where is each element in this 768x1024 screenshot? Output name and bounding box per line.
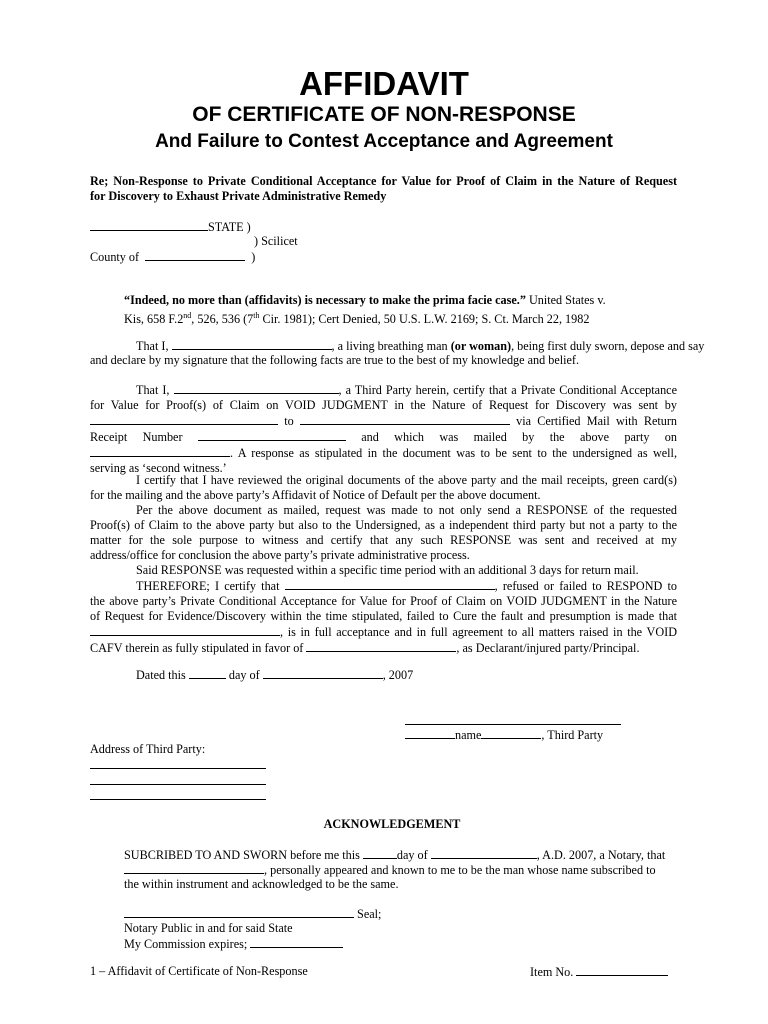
county-blank[interactable] [145,249,245,261]
para-5: Said RESPONSE was requested within a specific time period with an additional 3 days for return mail. [136,563,639,577]
ack-line-3: the within instrument and acknowledged to be the same. [124,877,399,891]
venue-county: County of ) [90,250,256,264]
re-line-2: for Discovery to Exhaust Private Administrative Remedy [90,189,387,203]
notary-label: Notary Public in and for said State [124,921,293,935]
state-blank[interactable] [90,219,208,231]
ack-line-1: SUBCRIBED TO AND SWORN before me this day of , A.D. 2007, a Notary, that [124,848,666,862]
mail-date-blank[interactable] [90,445,230,457]
notary-seal-line: Seal; [124,906,381,922]
notary-signature-blank[interactable] [124,906,354,918]
address-line-2[interactable] [90,784,266,785]
venue-state: STATE ) [90,219,251,235]
dated-day-blank[interactable] [189,667,226,679]
respondent-blank[interactable] [285,578,495,590]
para-6: THEREFORE; I certify that , refused or failed to RESPOND to the above party’s Private Conditional Acceptance for Value for Proof of Claim on VOID JUDGMENT in the Nature of Request for Evidence/Discovery within the time stipulated, failed to Cure the fault and presumption is made that , is in full acceptance and in full agreement to all matters raised in the VOID CAFV therein as fully stipulated in favor of , as Declarant/injured party/Principal. [90,579,677,655]
ack-line-2: , personally appeared and known to me to be the man whose name subscribed to [124,862,656,878]
acknowledgement-heading: ACKNOWLEDGEMENT [323,817,461,831]
third-party-name-blank[interactable] [174,382,339,394]
address-line-1[interactable] [90,768,266,769]
re-line [90,174,677,204]
receipt-number-blank[interactable] [198,429,346,441]
ack-month-blank[interactable] [431,847,537,859]
para-3: I certify that I have reviewed the original documents of the above party and the mail receipts, green card(s) for the mailing and the above party’s Affidavit of Notice of Default per the above document. [90,473,677,502]
signature-line[interactable] [405,724,621,725]
name-blank[interactable] [172,338,332,350]
ack-person-blank[interactable] [124,862,264,874]
para-2: That I, , a Third Party herein, certify that a Private Conditional Acceptance for Value for Proof(s) of Claim on VOID JUDGMENT in the Nature of Request for Discovery was sent by to via Certified Mail with Return Receipt Number and which was mailed by the above party on . A response as stipulated in the document was to be sent to the undersigned as well, serving as ‘second witness.’ [90,383,678,475]
accepting-party-blank[interactable] [90,624,280,636]
para-1-line-2: and declare by my signature that the following facts are true to the best of my knowledge and belief. [90,353,580,367]
dated-line: Dated this day of , 2007 [136,668,414,682]
document-subtitle: OF CERTIFICATE OF NON-RESPONSE [192,103,576,126]
venue-scilicet: ) Scilicet [254,234,298,248]
address-label: Address of Third Party: [90,742,206,756]
document-title: AFFIDAVIT [299,65,469,102]
quote-line-1: “Indeed, no more than (affidavits) is necessary to make the prima facie case.” United States v. [124,293,606,307]
address-line-3[interactable] [90,799,266,800]
ack-day-blank[interactable] [363,847,397,859]
commission-line: My Commission expires; [124,936,343,952]
declarant-blank[interactable] [306,640,456,652]
re-line-1: Re; Non-Response to Private Conditional Acceptance for Value for Proof of Claim in the Nature of Request [90,174,677,188]
item-no-blank[interactable] [576,964,668,976]
recipient-blank[interactable] [300,413,510,425]
sender-blank[interactable] [90,413,278,425]
document-subtitle-2: And Failure to Contest Acceptance and Agreement [155,131,613,152]
quote-line-2: Kis, 658 F.2nd, 526, 536 (7th Cir. 1981); Cert Denied, 50 U.S. L.W. 2169; S. Ct. March 22, 1982 [124,311,590,327]
footer-left: 1 – Affidavit of Certificate of Non-Response [90,964,308,978]
dated-month-blank[interactable] [263,667,383,679]
signature-name-line: name , Third Party [405,727,603,743]
para-1-line-1: That I, , a living breathing man (or woman), being first duly sworn, depose and say [136,339,705,353]
commission-blank[interactable] [250,936,343,948]
footer-item-no: Item No. [530,964,668,980]
para-4: Per the above document as mailed, request was made to not only send a RESPONSE of the requested Proof(s) of Claim to the above party but also to the Undersigned, as a independent third party but not a party to the matter for the sole purpose to witness and certify that any such RESPONSE was sent and received at my address/office for conclusion the above party’s private administrative process. [90,503,677,562]
